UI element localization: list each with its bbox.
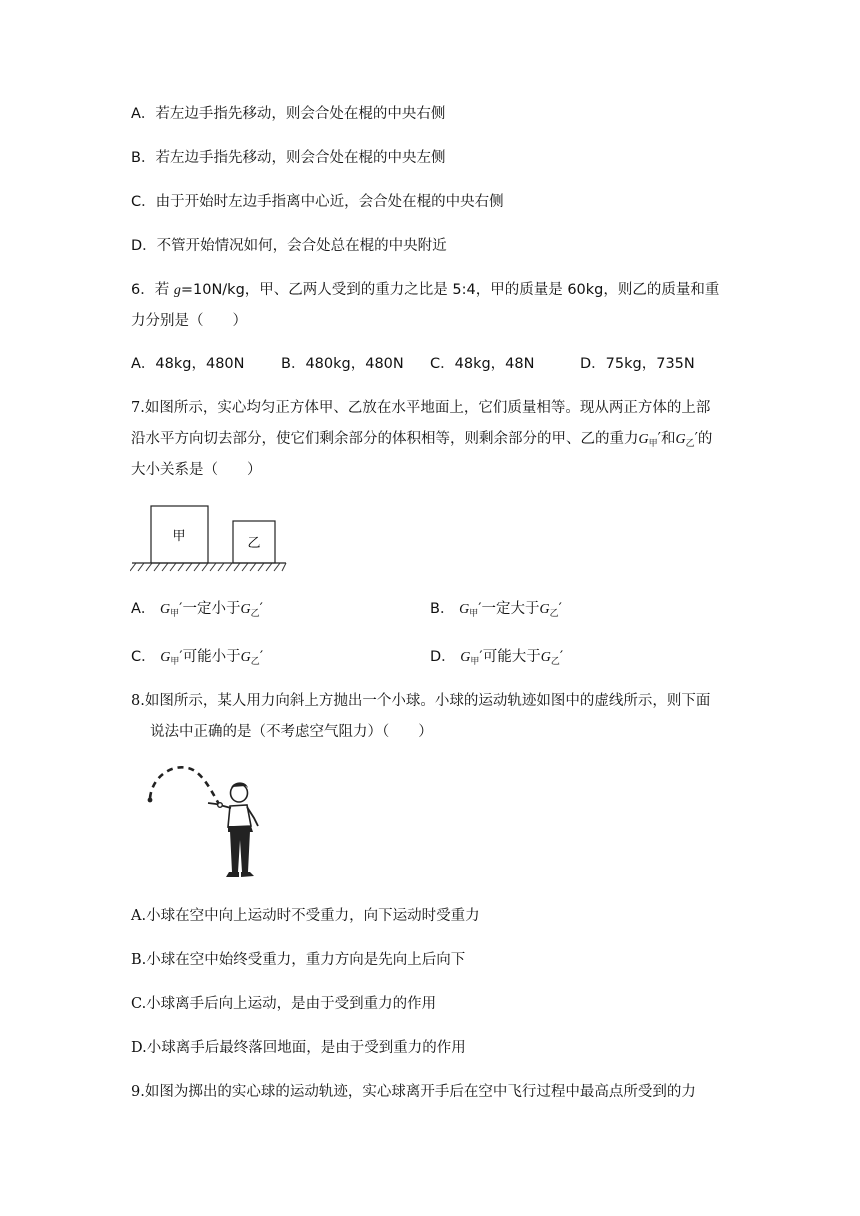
- q7-stem-line1: 7.如图所示，实心均匀正方体甲、乙放在水平地面上，它们质量相等。现从两正方体的上部: [131, 400, 711, 416]
- prime-mark: ′: [558, 601, 562, 617]
- ground-hatching: [130, 563, 286, 571]
- g-yi-subscript: 乙: [685, 439, 695, 449]
- g-symbol: G: [540, 650, 551, 665]
- prime-mark: ′: [479, 649, 483, 665]
- q8-stem-line1: 8.如图所示，某人用力向斜上方抛出一个小球。小球的运动轨迹如图中的虚线所示，则下面: [131, 693, 711, 709]
- cube-yi-label: 乙: [247, 536, 261, 551]
- cube-jia-label: 甲: [172, 529, 186, 544]
- g-symbol: G: [160, 602, 171, 617]
- option-letter: D．: [430, 649, 456, 665]
- g-symbol: G: [240, 650, 251, 665]
- q7-option-c: [131, 647, 263, 669]
- option-letter: B．: [430, 601, 455, 617]
- g-jia-subscript: 甲: [648, 439, 658, 449]
- g-jia-subscript: 甲: [470, 657, 480, 667]
- option-relation: 可能小于: [182, 649, 241, 665]
- q6-stem-line2: 力分别是（ ）: [131, 313, 247, 329]
- q5-option-a: A．若左边手指先移动，则会合处在棍的中央右侧: [131, 106, 446, 122]
- q7-line2-mid: 和: [660, 431, 676, 447]
- q8-stem-line2: 说法中正确的是（不考虑空气阻力）（ ）: [150, 724, 433, 740]
- g-yi-symbol: G: [675, 432, 686, 447]
- g-symbol: G: [160, 650, 171, 665]
- ball: [148, 798, 153, 803]
- q6-option-c: C．48kg，48N: [430, 356, 535, 372]
- thrower-person: [208, 782, 258, 877]
- g-jia-subscript: 甲: [170, 609, 180, 619]
- q6-option-a: A．48kg，480N: [131, 356, 245, 372]
- q8-option-d: D.小球离手后最终落回地面，是由于受到重力的作用: [131, 1040, 466, 1056]
- prime-mark: ′: [694, 431, 698, 447]
- g-yi-subscript: 乙: [250, 609, 260, 619]
- q5-option-b: B．若左边手指先移动，则会合处在棍的中央左侧: [131, 150, 446, 166]
- prime-mark: ′: [179, 601, 183, 617]
- prime-mark: ′: [657, 431, 661, 447]
- g-yi-subscript: 乙: [549, 609, 559, 619]
- q6-prefix: 6．若: [131, 282, 174, 298]
- q8-thrower-figure: [140, 760, 270, 886]
- q7-stem-line2: [131, 429, 712, 451]
- prime-mark: ′: [259, 649, 264, 665]
- g-symbol: G: [539, 602, 550, 617]
- g-jia-symbol: G: [638, 432, 649, 447]
- q8-option-a: A.小球在空中向上运动时不受重力，向下运动时受重力: [131, 908, 480, 924]
- q6-option-d: D．75kg，735N: [580, 356, 695, 372]
- q6-stem-line1: [131, 280, 719, 301]
- g-symbol: G: [240, 602, 251, 617]
- option-letter: A．: [131, 601, 156, 617]
- g-yi-subscript: 乙: [550, 657, 560, 667]
- g-jia-subscript: 甲: [170, 657, 180, 667]
- g-symbol: g: [173, 283, 181, 298]
- q5-option-d: D．不管开始情况如何，会合处总在棍的中央附近: [131, 238, 447, 254]
- prime-mark: ′: [559, 649, 564, 665]
- g-jia-subscript: 甲: [469, 609, 479, 619]
- ball-trajectory: [150, 767, 220, 806]
- option-relation: 一定小于: [182, 601, 241, 617]
- g-symbol: G: [460, 650, 471, 665]
- q5-option-c: C．由于开始时左边手指离中心近，会合处在棍的中央右侧: [131, 194, 504, 210]
- q8-option-c: C.小球离手后向上运动，是由于受到重力的作用: [131, 996, 437, 1012]
- option-relation: 可能大于: [482, 649, 541, 665]
- prime-mark: ′: [259, 601, 263, 617]
- q7-stem-line3: 大小关系是（ ）: [131, 462, 262, 478]
- option-relation: 一定大于: [481, 601, 540, 617]
- option-letter: C．: [131, 649, 156, 665]
- q6-option-b: B．480kg，480N: [281, 356, 404, 372]
- q9-stem-line1: 9.如图为掷出的实心球的运动轨迹，实心球离开手后在空中飞行过程中最高点所受到的力: [131, 1084, 696, 1100]
- q7-cubes-figure: [130, 500, 290, 580]
- q7-option-d: [430, 647, 563, 669]
- q7-line2-prefix: 沿水平方向切去部分，使它们剩余部分的体积相等，则剩余部分的甲、乙的重力: [131, 431, 639, 447]
- q6-suffix: =10N/kg，甲、乙两人受到的重力之比是 5:4，甲的质量是 60kg，则乙的质量和重: [180, 282, 720, 298]
- g-yi-subscript: 乙: [250, 657, 260, 667]
- q7-option-b: [430, 599, 562, 621]
- prime-mark: ′: [478, 601, 482, 617]
- q8-option-b: B.小球在空中始终受重力，重力方向是先向上后向下: [131, 952, 466, 968]
- g-symbol: G: [459, 602, 470, 617]
- q7-line2-suffix: 的: [697, 431, 713, 447]
- prime-mark: ′: [179, 649, 183, 665]
- q7-option-a: [131, 599, 263, 621]
